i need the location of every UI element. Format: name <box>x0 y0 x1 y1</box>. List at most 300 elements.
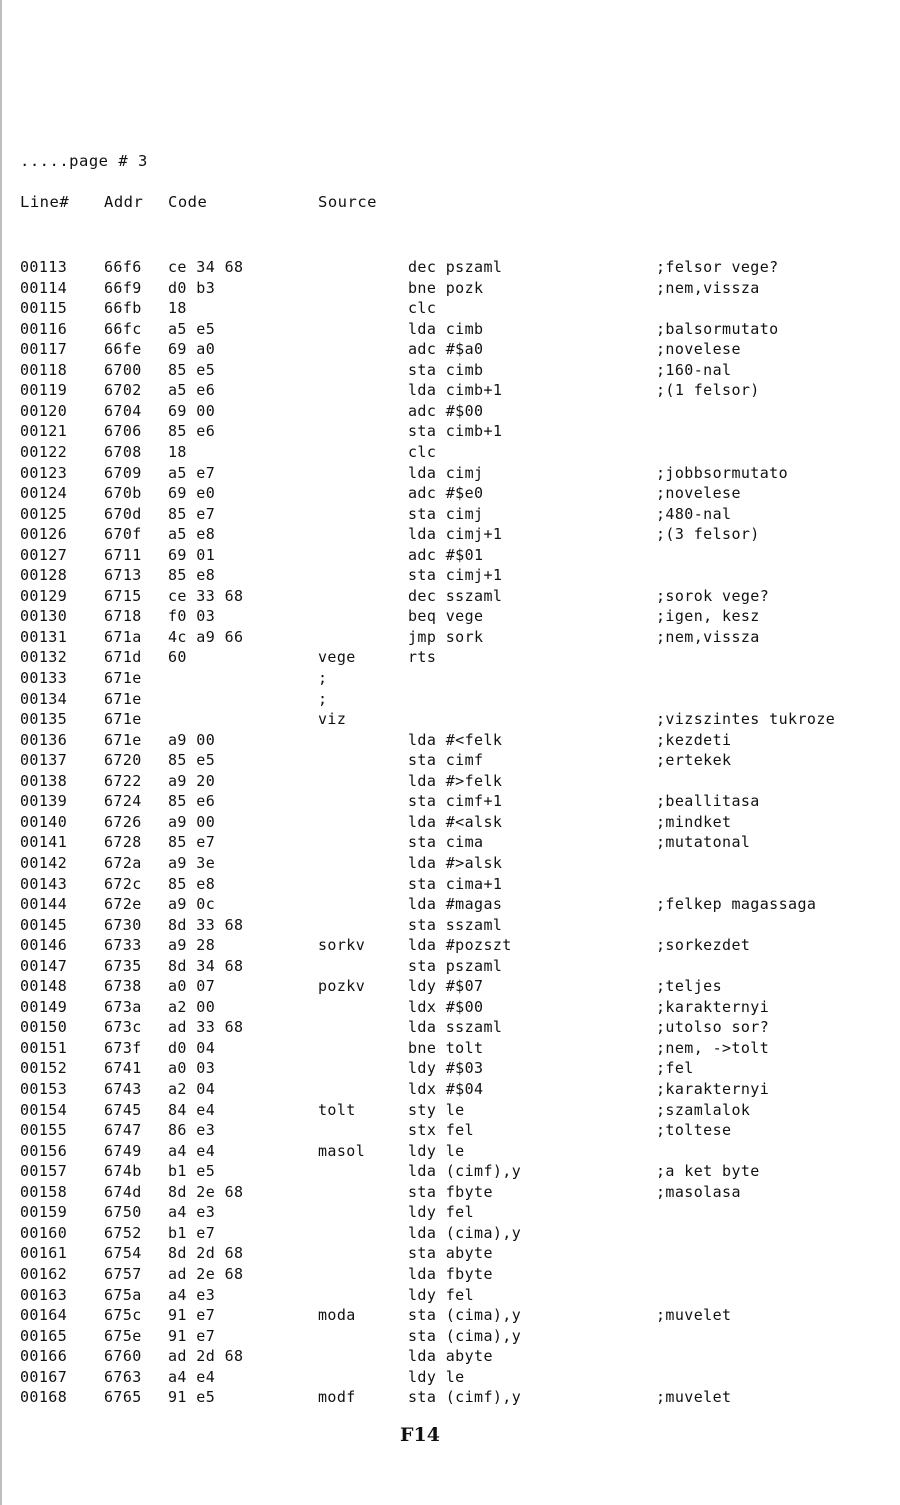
machine-code: 18 <box>168 442 187 461</box>
line-number: 00167 <box>20 1367 68 1386</box>
listing-row <box>0 587 900 607</box>
line-number: 00141 <box>20 833 68 852</box>
address: 6735 <box>104 956 142 975</box>
line-number: 00158 <box>20 1182 68 1201</box>
source-instruction: sta cimj+1 <box>408 566 503 585</box>
line-number: 00164 <box>20 1306 68 1325</box>
listing-row <box>0 772 900 792</box>
line-number: 00131 <box>20 627 68 646</box>
listing-row <box>0 566 900 586</box>
address: 673f <box>104 1038 142 1057</box>
source-comment: ;vizszintes tukroze <box>656 710 836 729</box>
line-number: 00146 <box>20 936 68 955</box>
source-comment: ;muvelet <box>656 1388 732 1407</box>
listing-row <box>0 484 900 504</box>
line-number: 00150 <box>20 1018 68 1037</box>
source-instruction: sty le <box>408 1100 465 1119</box>
address: 66fb <box>104 299 142 318</box>
listing-row <box>0 1080 900 1100</box>
address: 6713 <box>104 566 142 585</box>
machine-code: ad 2d 68 <box>168 1347 244 1366</box>
machine-code: a9 28 <box>168 936 216 955</box>
source-comment: ;felkep magassaga <box>656 895 817 914</box>
line-number: 00168 <box>20 1388 68 1407</box>
source-instruction: sta cimb <box>408 360 484 379</box>
source-instruction: adc #$01 <box>408 545 484 564</box>
machine-code: a4 e3 <box>168 1285 216 1304</box>
source-instruction: lda cimj <box>408 463 484 482</box>
listing-row <box>0 1059 900 1079</box>
address: 6715 <box>104 586 142 605</box>
listing-row <box>0 1244 900 1264</box>
listing-row <box>0 1224 900 1244</box>
address: 6722 <box>104 771 142 790</box>
machine-code: a4 e4 <box>168 1141 216 1160</box>
machine-code: 4c a9 66 <box>168 627 244 646</box>
source-label: pozkv <box>318 977 366 996</box>
listing-row <box>0 279 900 299</box>
column-header-line: Line# <box>20 193 70 211</box>
listing-row <box>0 546 900 566</box>
machine-code: 8d 2d 68 <box>168 1244 244 1263</box>
machine-code: 84 e4 <box>168 1100 216 1119</box>
source-comment: ;mutatonal <box>656 833 751 852</box>
source-comment: ;utolso sor? <box>656 1018 770 1037</box>
source-instruction: lda cimb <box>408 319 484 338</box>
listing-row <box>0 1121 900 1141</box>
machine-code: a9 0c <box>168 895 216 914</box>
source-instruction: stx fel <box>408 1121 475 1140</box>
address: 6754 <box>104 1244 142 1263</box>
source-comment: ;beallitasa <box>656 792 760 811</box>
address: 671e <box>104 669 142 687</box>
source-label: modf <box>318 1388 356 1407</box>
line-number: 00137 <box>20 751 68 770</box>
column-header-addr: Addr <box>104 193 144 211</box>
address: 674b <box>104 1162 142 1181</box>
listing-row <box>0 505 900 525</box>
source-instruction: lda #<alsk <box>408 812 503 831</box>
source-label: moda <box>318 1306 356 1325</box>
line-number: 00154 <box>20 1100 68 1119</box>
line-number: 00123 <box>20 463 68 482</box>
source-instruction: ldx #$04 <box>408 1080 484 1098</box>
source-instruction: clc <box>408 299 437 318</box>
source-instruction: bne pozk <box>408 278 484 297</box>
address: 6711 <box>104 545 142 564</box>
listing-row <box>0 1286 900 1306</box>
address: 670b <box>104 484 142 503</box>
line-number: 00117 <box>20 340 68 359</box>
line-number: 00165 <box>20 1326 68 1345</box>
machine-code: ad 33 68 <box>168 1018 244 1037</box>
address: 6706 <box>104 422 142 441</box>
listing-row <box>0 792 900 812</box>
line-number: 00160 <box>20 1223 68 1242</box>
source-instruction: lda #pozszt <box>408 936 512 955</box>
machine-code: a5 e6 <box>168 381 216 400</box>
source-comment: ;toltese <box>656 1121 732 1140</box>
line-number: 00132 <box>20 648 68 667</box>
source-comment: ;szamlalok <box>656 1100 751 1119</box>
address: 6763 <box>104 1367 142 1386</box>
address: 671a <box>104 627 142 646</box>
source-instruction: beq vege <box>408 607 484 626</box>
source-instruction: adc #$a0 <box>408 340 484 359</box>
source-instruction: jmp sork <box>408 627 484 646</box>
page-heading: .....page # 3 <box>20 152 148 170</box>
source-comment: ;muvelet <box>656 1306 732 1325</box>
machine-code: f0 03 <box>168 607 216 626</box>
address: 671e <box>104 710 142 729</box>
listing-row <box>0 731 900 751</box>
line-number: 00145 <box>20 915 68 934</box>
address: 671d <box>104 648 142 667</box>
address: 6733 <box>104 936 142 955</box>
address: 6726 <box>104 812 142 831</box>
line-number: 00140 <box>20 812 68 831</box>
machine-code: a9 00 <box>168 730 216 749</box>
source-instruction: clc <box>408 442 437 461</box>
address: 6702 <box>104 381 142 400</box>
line-number: 00128 <box>20 566 68 585</box>
line-number: 00157 <box>20 1162 68 1181</box>
source-instruction: sta abyte <box>408 1244 493 1263</box>
source-comment: ;mindket <box>656 812 732 831</box>
source-instruction: adc #$e0 <box>408 484 484 503</box>
address: 6718 <box>104 607 142 626</box>
listing-row <box>0 1018 900 1038</box>
source-instruction: lda #<felk <box>408 730 503 749</box>
machine-code: 8d 2e 68 <box>168 1182 244 1201</box>
machine-code: a9 20 <box>168 771 216 790</box>
listing-row <box>0 875 900 895</box>
source-label: viz <box>318 710 347 729</box>
line-number: 00115 <box>20 299 68 318</box>
listing-row <box>0 977 900 997</box>
machine-code: 69 a0 <box>168 340 216 359</box>
source-instruction: lda fbyte <box>408 1264 493 1283</box>
source-label: sorkv <box>318 936 366 955</box>
line-number: 00136 <box>20 730 68 749</box>
source-instruction: sta fbyte <box>408 1182 493 1201</box>
listing-row <box>0 464 900 484</box>
listing-row <box>0 669 900 689</box>
machine-code: 91 e7 <box>168 1306 216 1325</box>
address: 6738 <box>104 977 142 996</box>
address: 672a <box>104 853 142 872</box>
machine-code: a9 00 <box>168 812 216 831</box>
machine-code: 85 e5 <box>168 360 216 379</box>
address: 6750 <box>104 1203 142 1222</box>
source-instruction: lda abyte <box>408 1347 493 1366</box>
machine-code: a2 00 <box>168 997 216 1016</box>
machine-code: b1 e5 <box>168 1162 216 1181</box>
machine-code: a0 03 <box>168 1059 216 1078</box>
machine-code: a0 07 <box>168 977 216 996</box>
address: 6757 <box>104 1264 142 1283</box>
line-number: 00125 <box>20 504 68 523</box>
source-instruction: sta cimb+1 <box>408 422 503 441</box>
listing-row <box>0 1162 900 1182</box>
source-instruction: dec sszaml <box>408 586 503 605</box>
listing-row <box>0 854 900 874</box>
line-number: 00120 <box>20 401 68 420</box>
address: 6720 <box>104 751 142 770</box>
line-number: 00155 <box>20 1121 68 1140</box>
address: 6728 <box>104 833 142 852</box>
address: 6700 <box>104 360 142 379</box>
machine-code: 85 e8 <box>168 874 216 893</box>
listing-row <box>0 1101 900 1121</box>
source-comment: ;jobbsormutato <box>656 463 789 482</box>
address: 6730 <box>104 915 142 934</box>
machine-code: a5 e5 <box>168 319 216 338</box>
source-comment: ;felsor vege? <box>656 258 779 276</box>
source-instruction: rts <box>408 648 437 667</box>
source-instruction: ldy le <box>408 1141 465 1160</box>
listing-row <box>0 1327 900 1347</box>
source-instruction: sta cima <box>408 833 484 852</box>
listing-row <box>0 813 900 833</box>
source-instruction: ldy fel <box>408 1203 475 1222</box>
listing-row <box>0 895 900 915</box>
address: 673a <box>104 997 142 1016</box>
machine-code: a5 e8 <box>168 525 216 544</box>
address: 672c <box>104 874 142 893</box>
line-number: 00161 <box>20 1244 68 1263</box>
listing-row <box>0 320 900 340</box>
line-number: 00163 <box>20 1285 68 1304</box>
source-instruction: lda (cimf),y <box>408 1162 522 1181</box>
machine-code: 69 00 <box>168 401 216 420</box>
line-number: 00147 <box>20 956 68 975</box>
source-label: vege <box>318 648 356 667</box>
source-comment: ;novelese <box>656 484 741 503</box>
line-number: 00133 <box>20 669 68 687</box>
source-instruction: sta cimf+1 <box>408 792 503 811</box>
machine-code: d0 04 <box>168 1038 216 1057</box>
listing-row <box>0 607 900 627</box>
source-comment: ;fel <box>656 1059 694 1078</box>
machine-code: 8d 33 68 <box>168 915 244 934</box>
source-instruction: dec pszaml <box>408 258 503 276</box>
listing-row <box>0 833 900 853</box>
machine-code: 85 e7 <box>168 504 216 523</box>
address: 675a <box>104 1285 142 1304</box>
source-comment: ;novelese <box>656 340 741 359</box>
source-comment: ;karakternyi <box>656 997 770 1016</box>
source-instruction: adc #$00 <box>408 401 484 420</box>
machine-code: ce 34 68 <box>168 258 244 276</box>
line-number: 00126 <box>20 525 68 544</box>
line-number: 00113 <box>20 258 68 276</box>
line-number: 00127 <box>20 545 68 564</box>
source-instruction: lda #>felk <box>408 771 503 790</box>
machine-code: a4 e4 <box>168 1367 216 1386</box>
source-comment: ;(3 felsor) <box>656 525 760 544</box>
listing-row <box>0 648 900 668</box>
source-label: ; <box>318 669 328 687</box>
line-number: 00122 <box>20 442 68 461</box>
source-comment: ;igen, kesz <box>656 607 760 626</box>
line-number: 00134 <box>20 689 68 708</box>
source-comment: ;nem,vissza <box>656 627 760 646</box>
listing-row <box>0 361 900 381</box>
line-number: 00149 <box>20 997 68 1016</box>
address: 6708 <box>104 442 142 461</box>
line-number: 00118 <box>20 360 68 379</box>
listing-row <box>0 1203 900 1223</box>
source-comment: ;masolasa <box>656 1182 741 1201</box>
line-number: 00152 <box>20 1059 68 1078</box>
listing-row <box>0 751 900 771</box>
column-header-code: Code <box>168 193 208 211</box>
address: 670d <box>104 504 142 523</box>
source-instruction: sta cimf <box>408 751 484 770</box>
line-number: 00142 <box>20 853 68 872</box>
line-number: 00121 <box>20 422 68 441</box>
line-number: 00162 <box>20 1264 68 1283</box>
source-instruction: sta cimj <box>408 504 484 523</box>
machine-code: 86 e3 <box>168 1121 216 1140</box>
machine-code: a2 04 <box>168 1080 216 1098</box>
line-number: 00156 <box>20 1141 68 1160</box>
listing-row <box>0 299 900 319</box>
source-instruction: ldy #$07 <box>408 977 484 996</box>
address: 675c <box>104 1306 142 1325</box>
source-comment: ;kezdeti <box>656 730 732 749</box>
address: 6743 <box>104 1080 142 1098</box>
machine-code: 18 <box>168 299 187 318</box>
listing-row <box>0 1368 900 1388</box>
address: 6752 <box>104 1223 142 1242</box>
machine-code: 8d 34 68 <box>168 956 244 975</box>
source-instruction: sta (cimf),y <box>408 1388 522 1407</box>
source-comment: ;nem, ->tolt <box>656 1038 770 1057</box>
address: 6765 <box>104 1388 142 1407</box>
machine-code: 85 e6 <box>168 792 216 811</box>
listing-row <box>0 936 900 956</box>
listing-row <box>0 1183 900 1203</box>
source-comment: ;160-nal <box>656 360 732 379</box>
listing-row <box>0 1265 900 1285</box>
column-header-source: Source <box>318 193 377 211</box>
address: 6745 <box>104 1100 142 1119</box>
line-number: 00151 <box>20 1038 68 1057</box>
line-number: 00135 <box>20 710 68 729</box>
listing-row <box>0 381 900 401</box>
source-instruction: sta (cima),y <box>408 1326 522 1345</box>
source-comment: ;karakternyi <box>656 1080 770 1098</box>
machine-code: b1 e7 <box>168 1223 216 1242</box>
listing-row <box>0 628 900 648</box>
address: 673c <box>104 1018 142 1037</box>
source-comment: ;a ket byte <box>656 1162 760 1181</box>
line-number: 00153 <box>20 1080 68 1098</box>
address: 66fe <box>104 340 142 359</box>
address: 670f <box>104 525 142 544</box>
address: 675e <box>104 1326 142 1345</box>
source-instruction: ldx #$00 <box>408 997 484 1016</box>
listing-row <box>0 402 900 422</box>
address: 671e <box>104 730 142 749</box>
source-instruction: sta sszaml <box>408 915 503 934</box>
listing-row <box>0 1039 900 1059</box>
machine-code: d0 b3 <box>168 278 216 297</box>
address: 6747 <box>104 1121 142 1140</box>
source-instruction: lda cimj+1 <box>408 525 503 544</box>
source-instruction: lda sszaml <box>408 1018 503 1037</box>
line-number: 00119 <box>20 381 68 400</box>
source-instruction: sta cima+1 <box>408 874 503 893</box>
line-number: 00114 <box>20 278 68 297</box>
listing-row <box>0 710 900 730</box>
listing-row <box>0 998 900 1018</box>
page-footer-number: F14 <box>400 1424 440 1446</box>
source-instruction: sta pszaml <box>408 956 503 975</box>
listing-row <box>0 443 900 463</box>
source-instruction: lda (cima),y <box>408 1223 522 1242</box>
line-number: 00129 <box>20 586 68 605</box>
machine-code: 69 e0 <box>168 484 216 503</box>
source-comment: ;sorkezdet <box>656 936 751 955</box>
machine-code: a9 3e <box>168 853 216 872</box>
machine-code: 85 e7 <box>168 833 216 852</box>
listing-row <box>0 1347 900 1367</box>
listing-row <box>0 690 900 710</box>
address: 672e <box>104 895 142 914</box>
listing-row <box>0 525 900 545</box>
listing-row <box>0 258 900 278</box>
address: 6704 <box>104 401 142 420</box>
machine-code: a5 e7 <box>168 463 216 482</box>
machine-code: ad 2e 68 <box>168 1264 244 1283</box>
source-comment: ;480-nal <box>656 504 732 523</box>
line-number: 00130 <box>20 607 68 626</box>
source-comment: ;teljes <box>656 977 723 996</box>
source-label: ; <box>318 689 328 708</box>
address: 66fc <box>104 319 142 338</box>
address: 66f6 <box>104 258 142 276</box>
line-number: 00144 <box>20 895 68 914</box>
listing-row <box>0 916 900 936</box>
source-instruction: ldy #$03 <box>408 1059 484 1078</box>
address: 6741 <box>104 1059 142 1078</box>
source-comment: ;sorok vege? <box>656 586 770 605</box>
source-comment: ;nem,vissza <box>656 278 760 297</box>
source-comment: ;balsormutato <box>656 319 779 338</box>
line-number: 00116 <box>20 319 68 338</box>
address: 6760 <box>104 1347 142 1366</box>
machine-code: 69 01 <box>168 545 216 564</box>
address: 6724 <box>104 792 142 811</box>
address: 6749 <box>104 1141 142 1160</box>
address: 674d <box>104 1182 142 1201</box>
listing-row <box>0 1388 900 1408</box>
line-number: 00148 <box>20 977 68 996</box>
source-label: tolt <box>318 1100 356 1119</box>
address: 6709 <box>104 463 142 482</box>
line-number: 00139 <box>20 792 68 811</box>
source-instruction: lda #>alsk <box>408 853 503 872</box>
source-instruction: bne tolt <box>408 1038 484 1057</box>
source-instruction: lda cimb+1 <box>408 381 503 400</box>
line-number: 00143 <box>20 874 68 893</box>
machine-code: 85 e8 <box>168 566 216 585</box>
listing-row <box>0 422 900 442</box>
source-instruction: lda #magas <box>408 895 503 914</box>
